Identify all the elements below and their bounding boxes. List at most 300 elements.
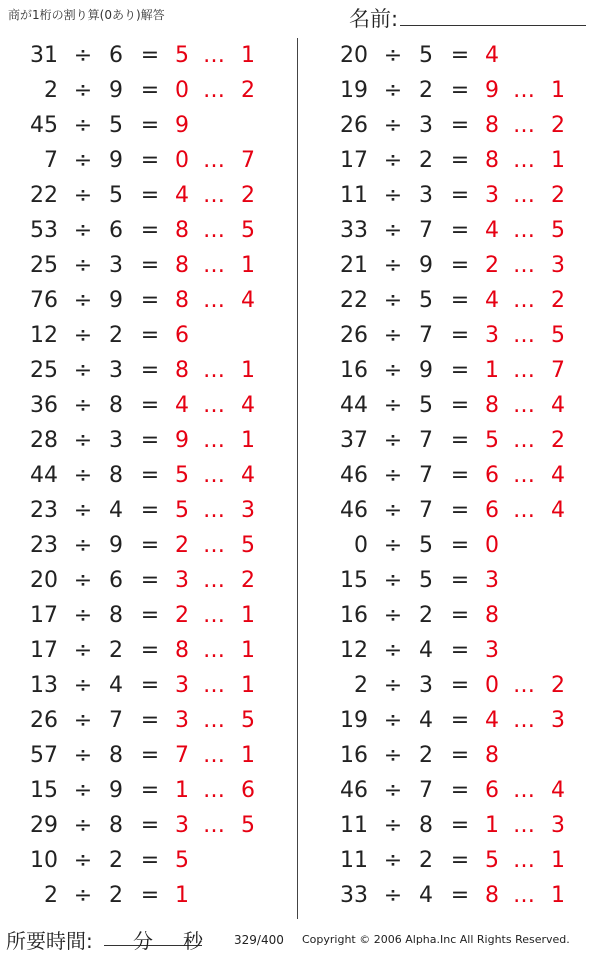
dividend: 25 <box>30 253 58 278</box>
quotient: 5 <box>175 463 189 488</box>
divide-sign: ÷ <box>383 218 403 243</box>
equals-sign: = <box>450 778 470 803</box>
dividend: 57 <box>30 743 58 768</box>
problem-row <box>310 318 600 353</box>
seconds-label: 秒 <box>183 929 203 953</box>
remainder: 4 <box>551 463 565 488</box>
minutes-label: 分 <box>133 929 153 953</box>
divide-sign: ÷ <box>383 603 403 628</box>
problem-row <box>0 843 300 878</box>
divisor: 8 <box>109 393 123 418</box>
remainder-dots: … <box>203 498 225 523</box>
divisor: 7 <box>419 498 433 523</box>
divisor: 3 <box>109 428 123 453</box>
dividend: 44 <box>340 393 368 418</box>
remainder-dots: … <box>203 428 225 453</box>
divide-sign: ÷ <box>383 848 403 873</box>
divisor: 3 <box>419 673 433 698</box>
problem-row <box>0 73 300 108</box>
remainder: 1 <box>551 883 565 908</box>
divisor: 2 <box>109 883 123 908</box>
divide-sign: ÷ <box>73 78 93 103</box>
equals-sign: = <box>450 428 470 453</box>
right-problem-column <box>310 38 600 913</box>
divide-sign: ÷ <box>383 323 403 348</box>
quotient: 8 <box>485 743 499 768</box>
divisor: 7 <box>419 463 433 488</box>
divisor: 2 <box>419 848 433 873</box>
problem-row <box>0 458 300 493</box>
quotient: 8 <box>485 603 499 628</box>
problem-row <box>310 633 600 668</box>
quotient: 0 <box>175 78 189 103</box>
equals-sign: = <box>140 113 160 138</box>
dividend: 20 <box>30 568 58 593</box>
equals-sign: = <box>450 673 470 698</box>
quotient: 6 <box>485 463 499 488</box>
problem-row <box>0 703 300 738</box>
remainder-dots: … <box>203 603 225 628</box>
problem-row <box>0 213 300 248</box>
divisor: 7 <box>419 218 433 243</box>
equals-sign: = <box>140 183 160 208</box>
divide-sign: ÷ <box>383 498 403 523</box>
dividend: 10 <box>30 848 58 873</box>
remainder: 3 <box>241 498 255 523</box>
remainder: 7 <box>551 358 565 383</box>
problem-row <box>310 563 600 598</box>
remainder-dots: … <box>203 813 225 838</box>
remainder: 1 <box>241 673 255 698</box>
problem-row <box>0 143 300 178</box>
divide-sign: ÷ <box>73 358 93 383</box>
dividend: 46 <box>340 463 368 488</box>
problem-row <box>0 773 300 808</box>
divide-sign: ÷ <box>73 288 93 313</box>
remainder-dots: … <box>203 708 225 733</box>
equals-sign: = <box>450 358 470 383</box>
quotient: 2 <box>485 253 499 278</box>
dividend: 23 <box>30 498 58 523</box>
equals-sign: = <box>450 813 470 838</box>
quotient: 8 <box>485 148 499 173</box>
problem-row <box>310 703 600 738</box>
divisor: 3 <box>419 183 433 208</box>
equals-sign: = <box>450 78 470 103</box>
remainder: 1 <box>241 253 255 278</box>
remainder: 2 <box>241 183 255 208</box>
problem-row <box>0 633 300 668</box>
remainder-dots: … <box>203 778 225 803</box>
remainder-dots: … <box>513 183 535 208</box>
divide-sign: ÷ <box>73 673 93 698</box>
dividend: 0 <box>354 533 368 558</box>
equals-sign: = <box>140 498 160 523</box>
remainder: 1 <box>551 848 565 873</box>
remainder: 5 <box>241 813 255 838</box>
problem-row <box>310 843 600 878</box>
equals-sign: = <box>140 813 160 838</box>
dividend: 53 <box>30 218 58 243</box>
quotient: 3 <box>485 638 499 663</box>
quotient: 3 <box>175 708 189 733</box>
dividend: 31 <box>30 43 58 68</box>
dividend: 37 <box>340 428 368 453</box>
equals-sign: = <box>450 183 470 208</box>
divisor: 7 <box>109 708 123 733</box>
equals-sign: = <box>140 708 160 733</box>
quotient: 1 <box>485 358 499 383</box>
quotient: 8 <box>175 358 189 383</box>
page-number: 329/400 <box>234 933 284 947</box>
quotient: 8 <box>175 253 189 278</box>
divisor: 5 <box>419 393 433 418</box>
quotient: 1 <box>175 883 189 908</box>
dividend: 26 <box>340 323 368 348</box>
quotient: 4 <box>485 43 499 68</box>
equals-sign: = <box>450 43 470 68</box>
equals-sign: = <box>450 253 470 278</box>
equals-sign: = <box>450 463 470 488</box>
equals-sign: = <box>450 638 470 663</box>
remainder: 2 <box>551 288 565 313</box>
remainder: 4 <box>551 393 565 418</box>
problem-row <box>310 773 600 808</box>
dividend: 7 <box>44 148 58 173</box>
remainder-dots: … <box>513 358 535 383</box>
remainder-dots: … <box>203 463 225 488</box>
remainder: 4 <box>241 288 255 313</box>
quotient: 2 <box>175 603 189 628</box>
quotient: 3 <box>485 568 499 593</box>
dividend: 16 <box>340 358 368 383</box>
divisor: 4 <box>419 638 433 663</box>
divide-sign: ÷ <box>383 428 403 453</box>
remainder-dots: … <box>513 848 535 873</box>
divisor: 2 <box>109 638 123 663</box>
remainder: 7 <box>241 148 255 173</box>
remainder-dots: … <box>203 43 225 68</box>
remainder: 4 <box>551 778 565 803</box>
divisor: 5 <box>109 183 123 208</box>
problem-row <box>0 108 300 143</box>
remainder-dots: … <box>513 673 535 698</box>
divisor: 3 <box>109 253 123 278</box>
quotient: 9 <box>485 78 499 103</box>
divide-sign: ÷ <box>73 463 93 488</box>
divisor: 9 <box>419 358 433 383</box>
dividend: 28 <box>30 428 58 453</box>
equals-sign: = <box>450 288 470 313</box>
dividend: 29 <box>30 813 58 838</box>
problem-row <box>0 178 300 213</box>
divisor: 3 <box>109 358 123 383</box>
remainder-dots: … <box>203 148 225 173</box>
dividend: 17 <box>30 603 58 628</box>
left-problem-column <box>0 38 300 913</box>
remainder: 1 <box>241 428 255 453</box>
divide-sign: ÷ <box>73 568 93 593</box>
quotient: 8 <box>485 113 499 138</box>
quotient: 1 <box>485 813 499 838</box>
dividend: 25 <box>30 358 58 383</box>
divisor: 6 <box>109 218 123 243</box>
divide-sign: ÷ <box>383 463 403 488</box>
equals-sign: = <box>140 43 160 68</box>
remainder: 1 <box>551 148 565 173</box>
remainder: 2 <box>241 568 255 593</box>
divide-sign: ÷ <box>383 253 403 278</box>
name-line <box>400 25 586 26</box>
equals-sign: = <box>140 463 160 488</box>
remainder: 1 <box>241 743 255 768</box>
remainder: 2 <box>551 183 565 208</box>
remainder: 4 <box>241 463 255 488</box>
quotient: 8 <box>175 288 189 313</box>
divide-sign: ÷ <box>383 183 403 208</box>
divide-sign: ÷ <box>383 113 403 138</box>
equals-sign: = <box>140 743 160 768</box>
remainder-dots: … <box>203 393 225 418</box>
problem-row <box>0 388 300 423</box>
equals-sign: = <box>140 288 160 313</box>
equals-sign: = <box>140 883 160 908</box>
remainder-dots: … <box>513 463 535 488</box>
problem-row <box>310 213 600 248</box>
divide-sign: ÷ <box>73 778 93 803</box>
divisor: 6 <box>109 568 123 593</box>
remainder-dots: … <box>203 638 225 663</box>
equals-sign: = <box>140 253 160 278</box>
quotient: 8 <box>175 638 189 663</box>
dividend: 2 <box>44 78 58 103</box>
remainder: 1 <box>241 43 255 68</box>
quotient: 3 <box>175 673 189 698</box>
divisor: 7 <box>419 323 433 348</box>
divide-sign: ÷ <box>73 393 93 418</box>
quotient: 6 <box>485 778 499 803</box>
remainder: 3 <box>551 253 565 278</box>
problem-row <box>0 248 300 283</box>
divisor: 4 <box>419 708 433 733</box>
remainder-dots: … <box>513 288 535 313</box>
divisor: 2 <box>419 148 433 173</box>
problem-row <box>310 738 600 773</box>
dividend: 17 <box>30 638 58 663</box>
divisor: 4 <box>419 883 433 908</box>
problem-row <box>0 598 300 633</box>
equals-sign: = <box>140 428 160 453</box>
name-label: 名前: <box>349 7 399 31</box>
divide-sign: ÷ <box>73 708 93 733</box>
divisor: 8 <box>419 813 433 838</box>
remainder: 5 <box>551 218 565 243</box>
divisor: 5 <box>419 288 433 313</box>
dividend: 21 <box>340 253 368 278</box>
divide-sign: ÷ <box>73 183 93 208</box>
equals-sign: = <box>450 393 470 418</box>
dividend: 16 <box>340 603 368 628</box>
problem-row <box>0 808 300 843</box>
problem-row <box>310 143 600 178</box>
dividend: 16 <box>340 743 368 768</box>
divide-sign: ÷ <box>383 813 403 838</box>
quotient: 5 <box>485 428 499 453</box>
divide-sign: ÷ <box>73 43 93 68</box>
quotient: 4 <box>175 183 189 208</box>
divisor: 9 <box>109 78 123 103</box>
problem-row <box>310 458 600 493</box>
divisor: 9 <box>419 253 433 278</box>
divide-sign: ÷ <box>383 148 403 173</box>
equals-sign: = <box>140 323 160 348</box>
dividend: 33 <box>340 883 368 908</box>
quotient: 5 <box>175 848 189 873</box>
divide-sign: ÷ <box>73 148 93 173</box>
remainder-dots: … <box>513 428 535 453</box>
problem-row <box>0 878 300 913</box>
divide-sign: ÷ <box>383 78 403 103</box>
equals-sign: = <box>140 568 160 593</box>
dividend: 13 <box>30 673 58 698</box>
problem-row <box>0 668 300 703</box>
problem-row <box>310 178 600 213</box>
divisor: 5 <box>109 113 123 138</box>
problem-row <box>310 283 600 318</box>
quotient: 5 <box>175 43 189 68</box>
equals-sign: = <box>140 218 160 243</box>
divisor: 7 <box>419 778 433 803</box>
remainder-dots: … <box>513 218 535 243</box>
problem-row <box>310 353 600 388</box>
equals-sign: = <box>450 848 470 873</box>
dividend: 36 <box>30 393 58 418</box>
divisor: 9 <box>109 533 123 558</box>
quotient: 0 <box>175 148 189 173</box>
problem-row <box>310 423 600 458</box>
remainder-dots: … <box>203 253 225 278</box>
remainder: 4 <box>241 393 255 418</box>
dividend: 20 <box>340 43 368 68</box>
quotient: 3 <box>485 183 499 208</box>
problem-row <box>0 563 300 598</box>
dividend: 23 <box>30 533 58 558</box>
quotient: 6 <box>485 498 499 523</box>
divisor: 2 <box>419 78 433 103</box>
quotient: 5 <box>175 498 189 523</box>
divisor: 4 <box>109 498 123 523</box>
quotient: 4 <box>175 393 189 418</box>
equals-sign: = <box>450 218 470 243</box>
equals-sign: = <box>450 323 470 348</box>
equals-sign: = <box>450 498 470 523</box>
divide-sign: ÷ <box>73 428 93 453</box>
divide-sign: ÷ <box>383 358 403 383</box>
quotient: 0 <box>485 533 499 558</box>
dividend: 22 <box>30 183 58 208</box>
dividend: 22 <box>340 288 368 313</box>
divisor: 2 <box>109 848 123 873</box>
remainder-dots: … <box>513 78 535 103</box>
dividend: 26 <box>340 113 368 138</box>
divisor: 2 <box>419 603 433 628</box>
divide-sign: ÷ <box>73 603 93 628</box>
dividend: 2 <box>354 673 368 698</box>
divisor: 2 <box>109 323 123 348</box>
remainder-dots: … <box>513 323 535 348</box>
problem-row <box>310 388 600 423</box>
divisor: 8 <box>109 603 123 628</box>
problem-row <box>310 248 600 283</box>
divisor: 2 <box>419 743 433 768</box>
dividend: 33 <box>340 218 368 243</box>
divisor: 8 <box>109 743 123 768</box>
equals-sign: = <box>140 78 160 103</box>
divide-sign: ÷ <box>73 813 93 838</box>
divide-sign: ÷ <box>73 848 93 873</box>
quotient: 9 <box>175 428 189 453</box>
divisor: 4 <box>109 673 123 698</box>
divisor: 9 <box>109 148 123 173</box>
quotient: 4 <box>485 288 499 313</box>
quotient: 8 <box>175 218 189 243</box>
dividend: 46 <box>340 778 368 803</box>
remainder-dots: … <box>513 708 535 733</box>
remainder: 1 <box>241 358 255 383</box>
equals-sign: = <box>450 533 470 558</box>
remainder-dots: … <box>203 673 225 698</box>
quotient: 2 <box>175 533 189 558</box>
remainder: 3 <box>551 813 565 838</box>
equals-sign: = <box>450 708 470 733</box>
worksheet-title: 商が1桁の割り算(0あり)解答 <box>8 8 165 22</box>
divide-sign: ÷ <box>73 218 93 243</box>
remainder: 2 <box>551 673 565 698</box>
dividend: 19 <box>340 708 368 733</box>
quotient: 5 <box>485 848 499 873</box>
dividend: 12 <box>340 638 368 663</box>
problem-row <box>310 878 600 913</box>
quotient: 3 <box>485 323 499 348</box>
equals-sign: = <box>450 113 470 138</box>
problem-row <box>310 38 600 73</box>
problem-row <box>310 73 600 108</box>
divisor: 5 <box>419 533 433 558</box>
remainder: 1 <box>551 78 565 103</box>
equals-sign: = <box>450 603 470 628</box>
quotient: 0 <box>485 673 499 698</box>
equals-sign: = <box>140 393 160 418</box>
remainder-dots: … <box>203 533 225 558</box>
problem-row <box>310 808 600 843</box>
remainder-dots: … <box>513 393 535 418</box>
equals-sign: = <box>450 743 470 768</box>
dividend: 19 <box>340 78 368 103</box>
divide-sign: ÷ <box>383 568 403 593</box>
remainder-dots: … <box>513 813 535 838</box>
divide-sign: ÷ <box>383 778 403 803</box>
remainder-dots: … <box>513 113 535 138</box>
equals-sign: = <box>140 358 160 383</box>
remainder: 1 <box>241 603 255 628</box>
divisor: 7 <box>419 428 433 453</box>
problem-row <box>0 528 300 563</box>
dividend: 12 <box>30 323 58 348</box>
dividend: 15 <box>30 778 58 803</box>
remainder: 2 <box>551 428 565 453</box>
divide-sign: ÷ <box>383 883 403 908</box>
remainder: 5 <box>241 708 255 733</box>
